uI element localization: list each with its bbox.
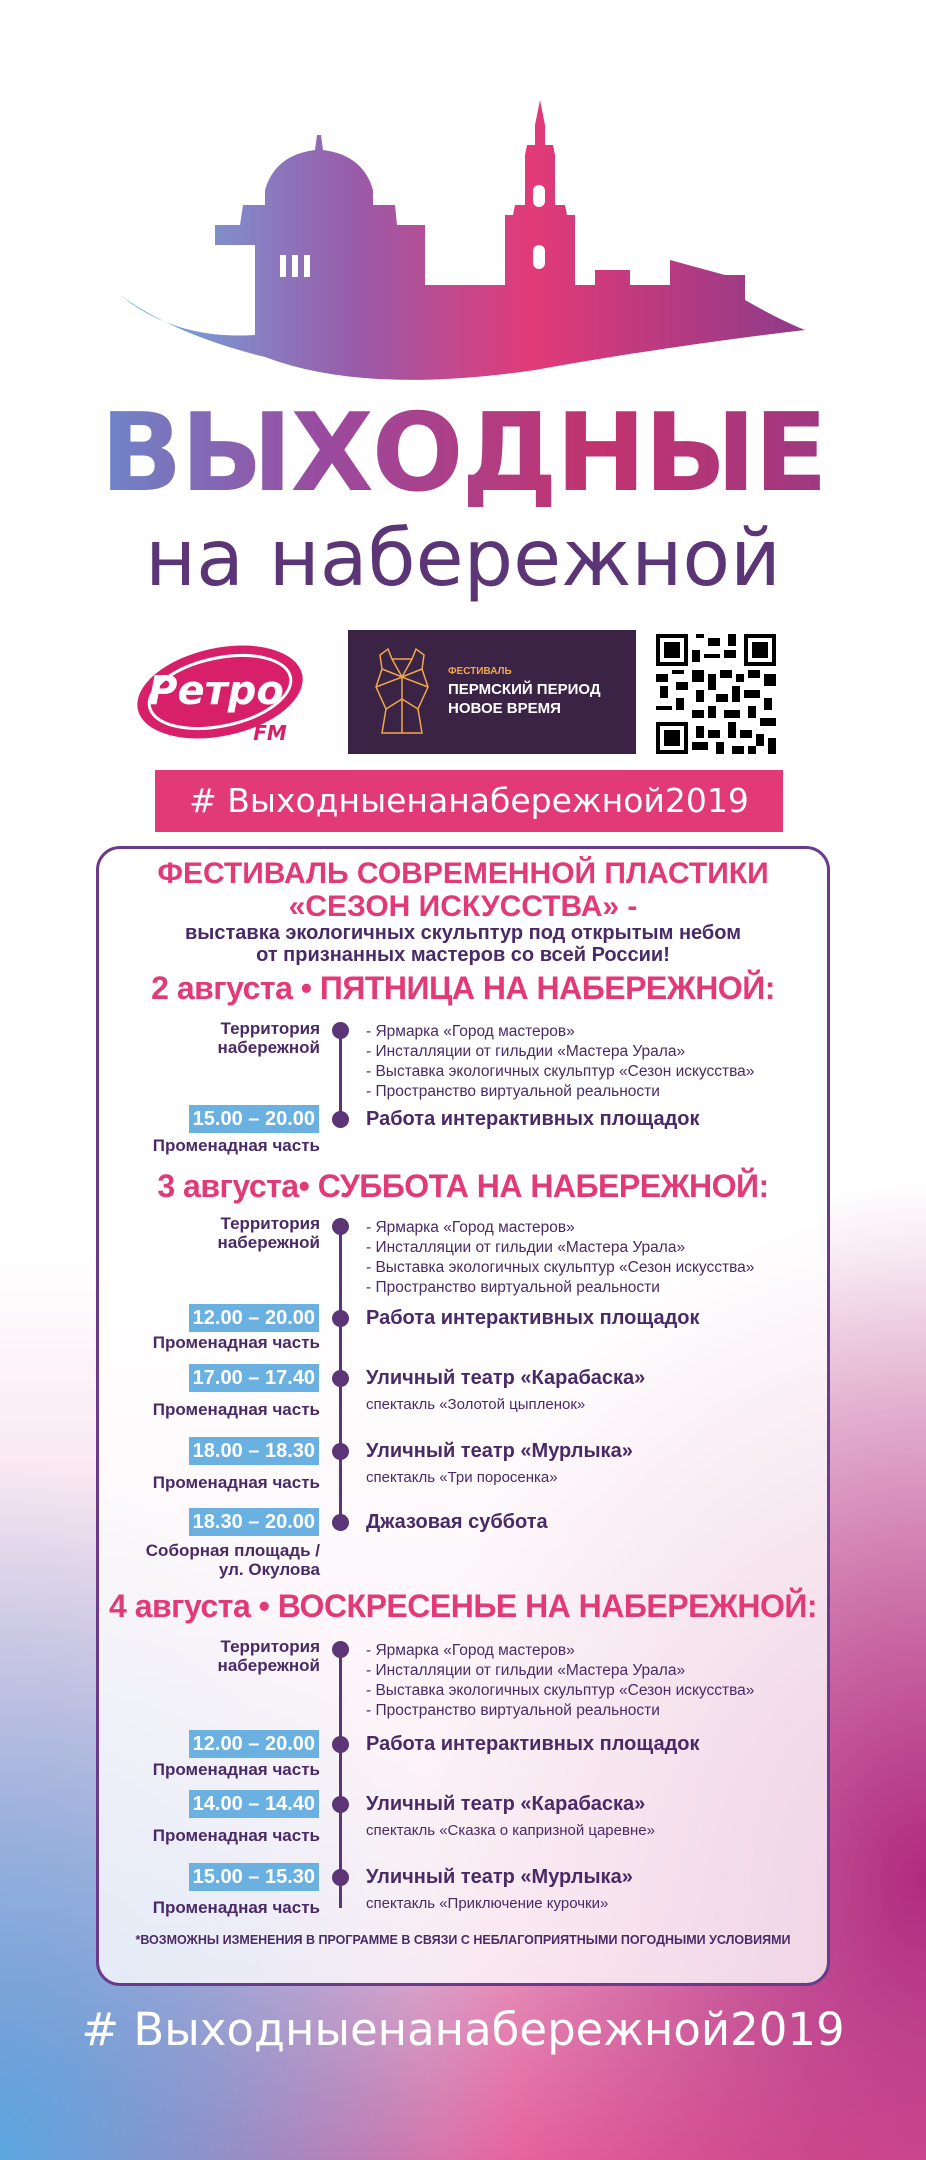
day2-territory-label-line2: набережной xyxy=(217,1233,320,1252)
day2-event3-title: Уличный театр «Мурлыка» xyxy=(366,1440,633,1462)
timeline-dot xyxy=(332,1310,349,1327)
embankment-skyline-illustration xyxy=(115,95,805,385)
day2-territory-list xyxy=(366,1218,754,1298)
list-item: - Пространство виртуальной реальности xyxy=(366,1279,660,1296)
timeline-dot xyxy=(332,1022,349,1039)
timeline-dot xyxy=(332,1111,349,1128)
day1-territory-list xyxy=(366,1022,754,1102)
festival-description-line1: выставка экологичных скульптур под открытым небом xyxy=(184,922,741,944)
day3-event2-title: Уличный театр «Карабаска» xyxy=(366,1793,646,1815)
day2-event4-title: Джазовая суббота xyxy=(366,1511,548,1533)
day2-event2-title: Уличный театр «Карабаска» xyxy=(366,1367,646,1389)
page-subtitle: на набережной xyxy=(145,514,781,604)
list-item: - Ярмарка «Город мастеров» xyxy=(366,1023,575,1040)
day1-territory-label-line2: набережной xyxy=(217,1038,320,1057)
day3-event2-time: 14.00 – 14.40 xyxy=(189,1790,319,1818)
day3-event1-time: 12.00 – 20.00 xyxy=(189,1730,319,1758)
retro-logo-text: Ретро xyxy=(148,668,284,714)
timeline-dot xyxy=(332,1370,349,1387)
list-item: - Выставка экологичных скульптур «Сезон искусства» xyxy=(366,1063,755,1080)
day2-event2-time: 17.00 – 17.40 xyxy=(189,1364,319,1392)
timeline-dot xyxy=(332,1869,349,1886)
retro-fm-logo xyxy=(132,640,312,752)
day1-event1-title: Работа интерактивных площадок xyxy=(366,1108,700,1130)
day2-event4-place-line2: ул. Окулова xyxy=(218,1560,320,1579)
day3-territory-list xyxy=(366,1641,754,1721)
day1-event1-time: 15.00 – 20.00 xyxy=(189,1105,319,1133)
day3-event1-place: Променадная часть xyxy=(152,1760,320,1779)
day2-event1-title: Работа интерактивных площадок xyxy=(366,1307,700,1329)
perm-period-festival-logo xyxy=(348,630,636,754)
day3-heading: 4 августа • ВОСКРЕСЕНЬЕ НА НАБЕРЕЖНОЙ: xyxy=(109,1588,817,1624)
list-item: - Инсталляции от гильдии «Мастера Урала» xyxy=(366,1662,686,1679)
timeline-dot xyxy=(332,1218,349,1235)
day2-event1-time: 12.00 – 20.00 xyxy=(189,1304,319,1332)
day3-event3-subtitle: спектакль «Приключение курочки» xyxy=(366,1895,609,1912)
list-item: - Ярмарка «Город мастеров» xyxy=(366,1642,575,1659)
timeline-dot xyxy=(332,1514,349,1531)
list-item: - Пространство виртуальной реальности xyxy=(366,1702,660,1719)
timeline-dot xyxy=(332,1641,349,1658)
timeline-dot xyxy=(332,1736,349,1753)
day1-heading: 2 августа • ПЯТНИЦА НА НАБЕРЕЖНОЙ: xyxy=(151,970,775,1006)
day2-event4-time: 18.30 – 20.00 xyxy=(189,1508,319,1536)
day3-event1-title: Работа интерактивных площадок xyxy=(366,1733,700,1755)
weather-disclaimer-note: *ВОЗМОЖНЫ ИЗМЕНЕНИЯ В ПРОГРАММЕ В СВЯЗИ С НЕБЛАГОПРИЯТНЫМИ ПОГОДНЫМИ УСЛОВИЯМИ xyxy=(135,1933,791,1947)
list-item: - Выставка экологичных скульптур «Сезон искусства» xyxy=(366,1682,755,1699)
day3-event3-place: Променадная часть xyxy=(152,1898,320,1917)
timeline-dot xyxy=(332,1443,349,1460)
timeline-dot xyxy=(332,1796,349,1813)
day3-territory-label-line2: набережной xyxy=(217,1656,320,1675)
hashtag-banner-top: # Выходныенанабережной2019 xyxy=(155,770,783,832)
day3-event2-place: Променадная часть xyxy=(152,1826,320,1845)
day3-event3-time: 15.00 – 15.30 xyxy=(189,1863,319,1891)
day2-heading: 3 августа• СУББОТА НА НАБЕРЕЖНОЙ: xyxy=(157,1168,769,1204)
retro-fm-text: FM xyxy=(253,721,287,745)
list-item: - Выставка экологичных скульптур «Сезон искусства» xyxy=(366,1259,755,1276)
day3-event3-title: Уличный театр «Мурлыка» xyxy=(366,1866,633,1888)
day2-territory-label-line1: Территория xyxy=(220,1214,320,1233)
day2-event3-time: 18.00 – 18.30 xyxy=(189,1437,319,1465)
list-item: - Инсталляции от гильдии «Мастера Урала» xyxy=(366,1043,686,1060)
festival-title-line1: ФЕСТИВАЛЬ СОВРЕМЕННОЙ ПЛАСТИКИ xyxy=(157,857,769,890)
day1-event1-place: Променадная часть xyxy=(152,1136,320,1155)
page-title: ВЫХОДНЫЕ xyxy=(0,400,926,508)
day2-event2-subtitle: спектакль «Золотой цыпленок» xyxy=(366,1396,586,1413)
list-item: - Ярмарка «Город мастеров» xyxy=(366,1219,575,1236)
fest-logo-line2: НОВОЕ ВРЕМЯ xyxy=(448,699,561,717)
day3-territory-label-line1: Территория xyxy=(220,1637,320,1656)
day1-territory-label-line1: Территория xyxy=(220,1019,320,1038)
fest-logo-small-text: ФЕСТИВАЛЬ xyxy=(448,665,512,677)
day2-event1-place: Променадная часть xyxy=(152,1333,320,1352)
day2-event3-subtitle: спектакль «Три поросенка» xyxy=(366,1469,558,1486)
bear-icon xyxy=(366,647,438,737)
list-item: - Инсталляции от гильдии «Мастера Урала» xyxy=(366,1239,686,1256)
day2-event3-place: Променадная часть xyxy=(152,1473,320,1492)
festival-title-line2: «СЕЗОН ИСКУССТВА» - xyxy=(288,890,638,923)
day2-event2-place: Променадная часть xyxy=(152,1400,320,1419)
festival-description-line2: от признанных мастеров со всей России! xyxy=(256,944,670,966)
list-item: - Пространство виртуальной реальности xyxy=(366,1083,660,1100)
day2-event4-place-line1: Соборная площадь / xyxy=(145,1541,320,1560)
day3-event2-subtitle: спектакль «Сказка о капризной царевне» xyxy=(366,1822,655,1839)
timeline-line-day1 xyxy=(339,1030,342,1120)
fest-logo-line1: ПЕРМСКИЙ ПЕРИОД xyxy=(448,680,601,698)
qr-code[interactable] xyxy=(652,630,780,758)
hashtag-bottom: # Выходныенанабережной2019 xyxy=(81,2003,845,2056)
